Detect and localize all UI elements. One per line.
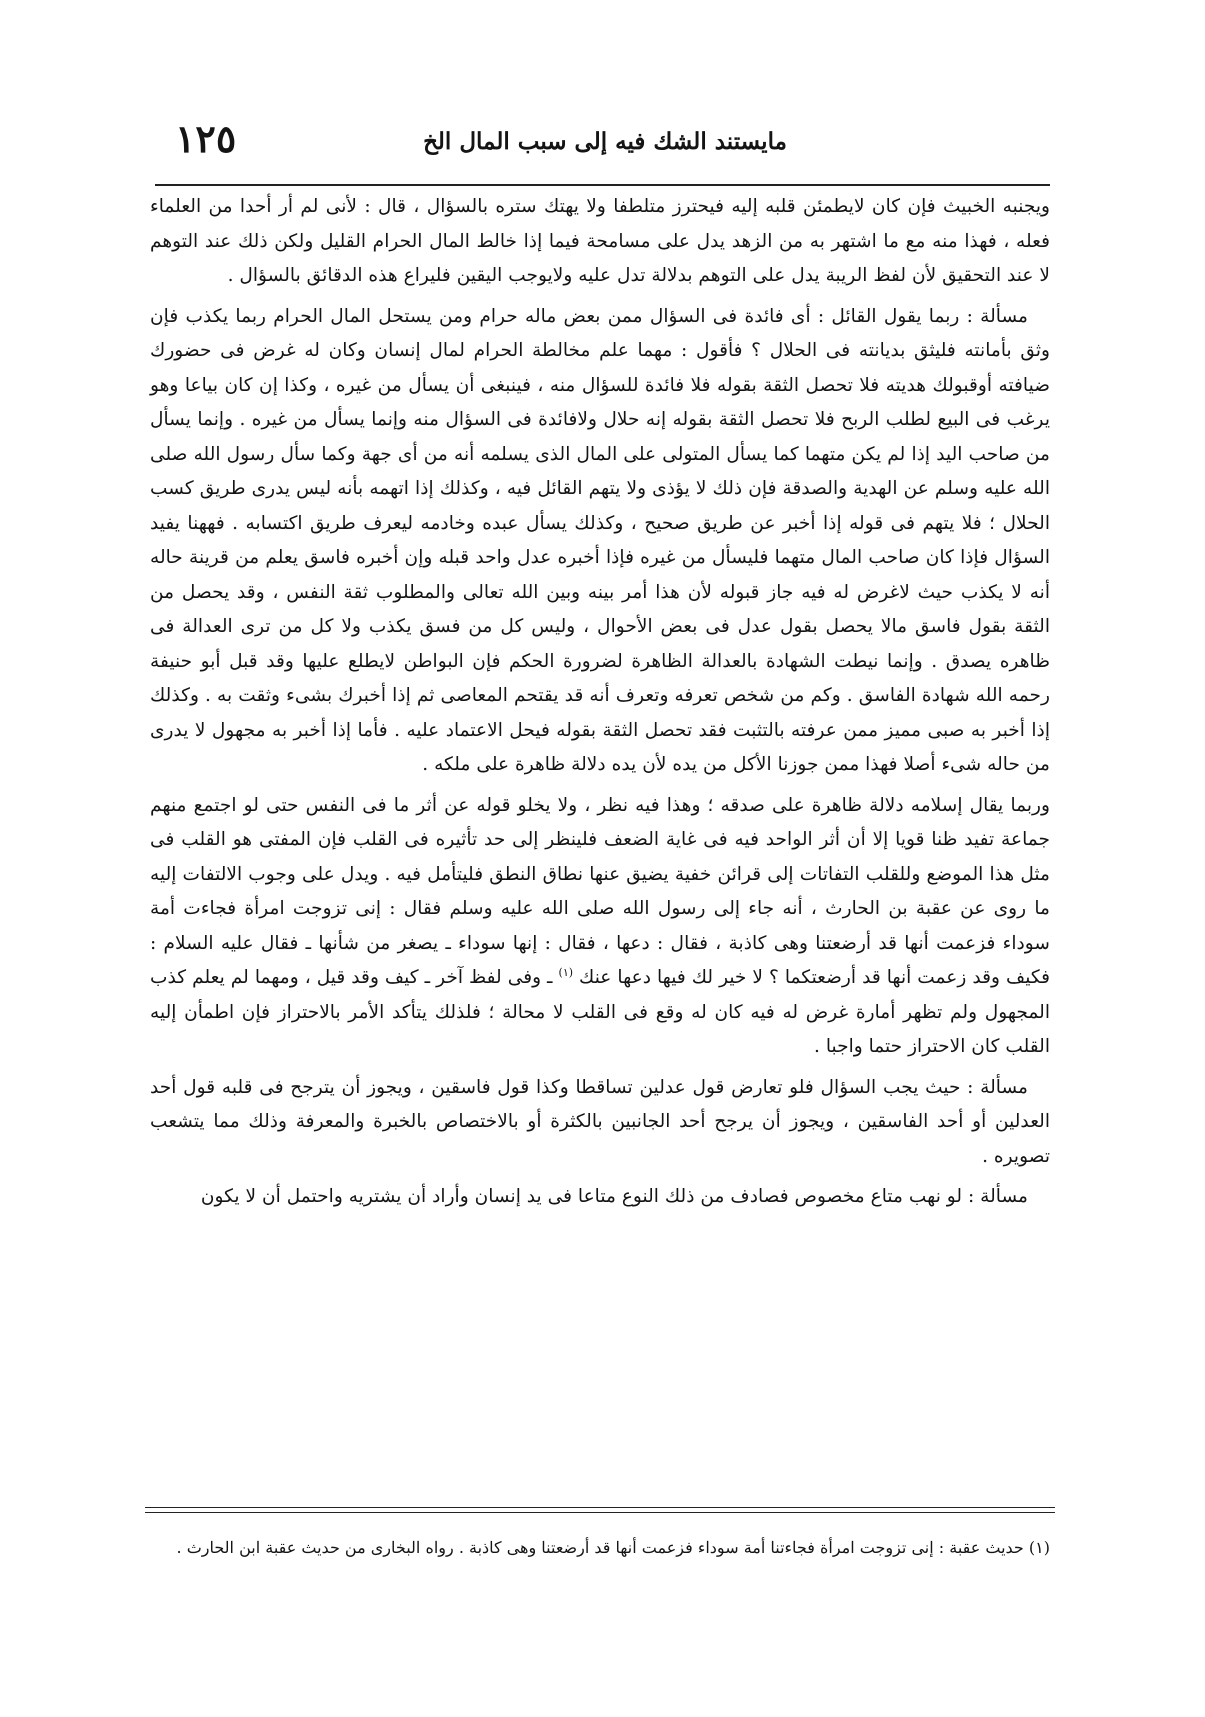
page-number: ١٢٥ — [175, 116, 237, 161]
paragraph: مسألة : ربما يقول القائل : أى فائدة فى السؤال ممن بعض ماله حرام ومن يستحل المال الحرام ربما يكذب فإن وثق بأمانته فليثق بديانته فى الحلال ؟ فأقول : مهما علم مخالطة الحرام لمال إنسان وكان له غرض فى حضورك ضيافته أوقبولك هديته فلا تحصل الثقة بقوله فلا فائدة للسؤال منه ، فينبغى أن يسأل من غيره ، وكذا إن كان بياعا وهو يرغب فى البيع لطلب الربح فلا تحصل الثقة بقوله إنه حلال ولافائدة فى السؤال منه وإنما يسأل من غيره . وإنما يسأل من صاحب اليد إذا لم يكن متهما كما يسأل المتولى على المال الذى يسلمه أنه من أى جهة وكما سأل رسول الله صلى الله عليه وسلم عن الهدية والصدقة فإن ذلك لا يؤذى ولا يتهم القائل فيه ، وكذلك إذا اتهمه بأنه ليس يدرى طريق كسب الحلال ؛ فلا يتهم فى قوله إذا أخبر عن طريق صحيح ، وكذلك يسأل عبده وخادمه ليعرف طريق اكتسابه . فههنا يفيد السؤال فإذا كان صاحب المال متهما فليسأل من غيره فإذا أخبره عدل واحد قبله وإن أخبره فاسق يعلم من قرينة حاله أنه لا يكذب حيث لاغرض له فيه جاز قبوله لأن هذا أمر بينه وبين الله تعالى والمطلوب ثقة النفس ، وقد يحصل من الثقة بقول فاسق مالا يحصل بقول عدل فى بعض الأحوال ، وليس كل من فسق يكذب ولا كل من ترى العدالة فى ظاهره يصدق . وإنما نيطت الشهادة بالعدالة الظاهرة لضرورة الحكم فإن البواطن لايطلع عليها وقد قبل أبو حنيفة رحمه الله شهادة الفاسق . وكم من شخص تعرفه وتعرف أنه قد يقتحم المعاصى ثم إذا أخبرك بشىء وثقت به . وكذلك إذا أخبر به صبى مميز ممن عرفته بالتثبت فقد تحصل الثقة بقوله فيحل الاعتماد عليه . فأما إذا أخبر به مجهول لا يدرى من حاله شىء أصلا فهذا ممن جوزنا الأكل من يده لأن يده دلالة ظاهرة على ملكه . — [150, 305, 1051, 775]
running-title: مايستند الشك فيه إلى سبب المال الخ — [423, 128, 787, 155]
paragraph-with-footnote — [150, 789, 1050, 1065]
main-text — [150, 190, 1050, 1640]
footnote-separator — [145, 1507, 1055, 1513]
paragraph-text-continued: ـ وفى لفظ آخر ـ كيف وقد قيل ، ومهما لم يعلم كذب المجهول ولم تظهر أمارة غرض له فيه كان له وقع فى القلب لا محالة ؛ فلذلك يتأكد الأمر بالاحتراز فإن اطمأن إليه القلب كان الاحتراز حتما واجبا . — [150, 967, 1050, 1057]
paragraph: ويجنبه الخبيث فإن كان لايطمئن قلبه إليه فيحترز متلطفا ولا يهتك ستره بالسؤال ، قال : لأنى لم أر أحدا من العلماء فعله ، فهذا منه مع ما اشتهر به من الزهد يدل على مسامحة فيما إذا خالط المال الحرام القليل ولكن ذلك عند التوهم لا عند التحقيق لأن لفظ الريبة يدل على التوهم بدلالة تدل عليه ولايوجب اليقين فليراع هذه الدقائق بالسؤال . — [150, 196, 1050, 286]
paragraph-text: وربما يقال إسلامه دلالة ظاهرة على صدقه ؛ وهذا فيه نظر ، ولا يخلو قوله عن أثر ما فى النفس حتى لو اجتمع منهم جماعة تفيد ظنا قويا إلا أن أثر الواحد فيه فى غاية الضعف فلينظر إلى حد تأثيره فى القلب فإن المفتى هو القلب فى مثل هذا الموضع وللقلب التفاتات إلى قرائن خفية يضيق عنها نطاق النطق فليتأمل فيه . ويدل على وجوب الالتفات إليه ما روى عن عقبة بن الحارث ، أنه جاء إلى رسول الله صلى الله عليه وسلم فقال : إنى تزوجت امرأة فجاءت أمة سوداء فزعمت أنها قد أرضعتنا وهى كاذبة ، فقال : دعها ، فقال : إنها سوداء ـ يصغر من شأنها ـ فقال عليه السلام : فكيف وقد زعمت أنها قد أرضعتكما ؟ لا خير لك فيها دعها عنك — [150, 794, 1050, 988]
page-header — [175, 116, 1035, 178]
paragraph: مسألة : لو نهب متاع مخصوص فصادف من ذلك النوع متاعا فى يد إنسان وأراد أن يشتريه واحتمل أن لا يكون — [200, 1186, 1028, 1207]
header-rule — [155, 184, 1050, 186]
paragraph: مسألة : حيث يجب السؤال فلو تعارض قول عدلين تساقطا وكذا قول فاسقين ، ويجوز أن يترجح فى قلبه قول أحد العدلين أو أحد الفاسقين ، ويجوز أن يرجح أحد الجانبين بالكثرة أو بالاختصاص بالخبرة والمعرفة وذلك مما يتشعب تصويره . — [150, 1076, 1050, 1167]
footnote: (١) حديث عقبة : إنى تزوجت امرأة فجاءتنا أمة سوداء فزعمت أنها قد أرضعتنا وهى كاذبة . رواه البخارى من حديث عقبة ابن الحارث . — [176, 1538, 1050, 1557]
footnote-reference: (١) — [558, 965, 574, 979]
